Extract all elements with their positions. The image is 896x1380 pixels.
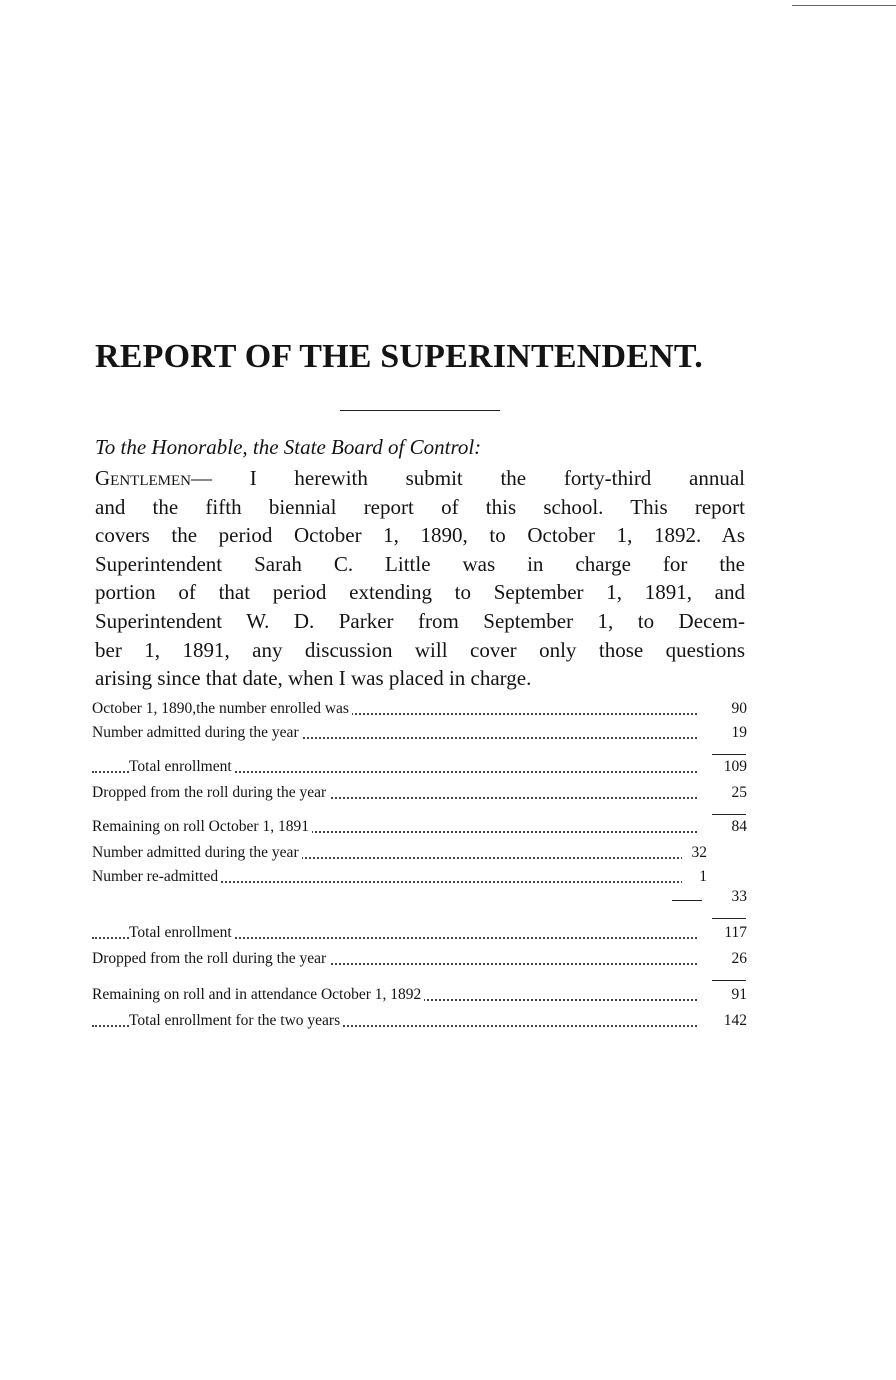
stat-label: Number admitted during the year — [92, 724, 302, 742]
stat-value: 33 — [704, 888, 747, 906]
title-divider — [340, 410, 500, 411]
stat-value: 25 — [704, 784, 747, 802]
stat-label: Total enrollment — [129, 758, 235, 776]
stat-label: Total enrollment — [129, 924, 235, 942]
body-line-8: arising since that date, when I was placed in charge. — [95, 666, 532, 691]
body-line-2: and the fifth biennial report of this school. This report — [95, 494, 745, 519]
stat-value: 109 — [704, 758, 747, 776]
stat-value: 32 — [682, 844, 707, 862]
stat-row — [92, 700, 747, 722]
stat-value: 1 — [682, 868, 707, 886]
stat-row — [92, 784, 747, 806]
sum-rule — [712, 918, 746, 919]
stat-label: Number admitted during the year — [92, 844, 302, 862]
body-paragraph — [95, 464, 745, 693]
stat-label: October 1, 1890,the number enrolled was — [92, 700, 352, 718]
stat-row — [92, 950, 747, 972]
body-line-7: ber 1, 1891, any discussion will cover only those questions — [95, 637, 745, 662]
salutation-lead: Gentlemen — [95, 466, 191, 490]
stat-label: Remaining on roll and in attendance October 1, 1892 — [92, 986, 424, 1004]
body-line-3: covers the period October 1, 1890, to October 1, 1892. As — [95, 523, 745, 548]
body-line-1: Gentlemen— I herewith submit the forty-third annual — [95, 466, 745, 490]
stat-value: 26 — [704, 950, 747, 968]
stat-label: Number re-admitted — [92, 868, 221, 886]
stat-label: Dropped from the roll during the year — [92, 950, 329, 968]
stat-row — [92, 1012, 747, 1034]
stat-row — [92, 758, 747, 780]
stat-label: Total enrollment for the two years — [129, 1012, 343, 1030]
stat-value: 84 — [704, 818, 747, 836]
sum-rule — [712, 754, 746, 755]
stat-row — [92, 924, 747, 946]
salutation: To the Honorable, the State Board of Control: — [95, 435, 482, 459]
stat-row — [92, 868, 747, 890]
stat-value: 117 — [704, 924, 747, 942]
stat-row — [92, 986, 747, 1008]
stat-row — [92, 818, 747, 840]
stat-row — [92, 724, 747, 746]
stat-row — [92, 888, 747, 910]
sum-rule — [712, 980, 746, 981]
corner-rule — [792, 5, 896, 6]
stat-value: 142 — [704, 1012, 747, 1030]
body-line-5: portion of that period extending to September 1, 1891, and — [95, 580, 745, 605]
page-title: REPORT OF THE SUPERINTENDENT. — [95, 338, 703, 375]
stat-value: 90 — [704, 700, 747, 718]
stat-value: 19 — [704, 724, 747, 742]
stat-label: Remaining on roll October 1, 1891 — [92, 818, 312, 836]
stat-label: Dropped from the roll during the year — [92, 784, 329, 802]
stat-row — [92, 844, 747, 866]
stat-value: 91 — [704, 986, 747, 1004]
body-line-6: Superintendent W. D. Parker from September 1, to Decem- — [95, 608, 745, 633]
sum-rule — [712, 814, 746, 815]
body-line-4: Superintendent Sarah C. Little was in charge for the — [95, 551, 745, 576]
